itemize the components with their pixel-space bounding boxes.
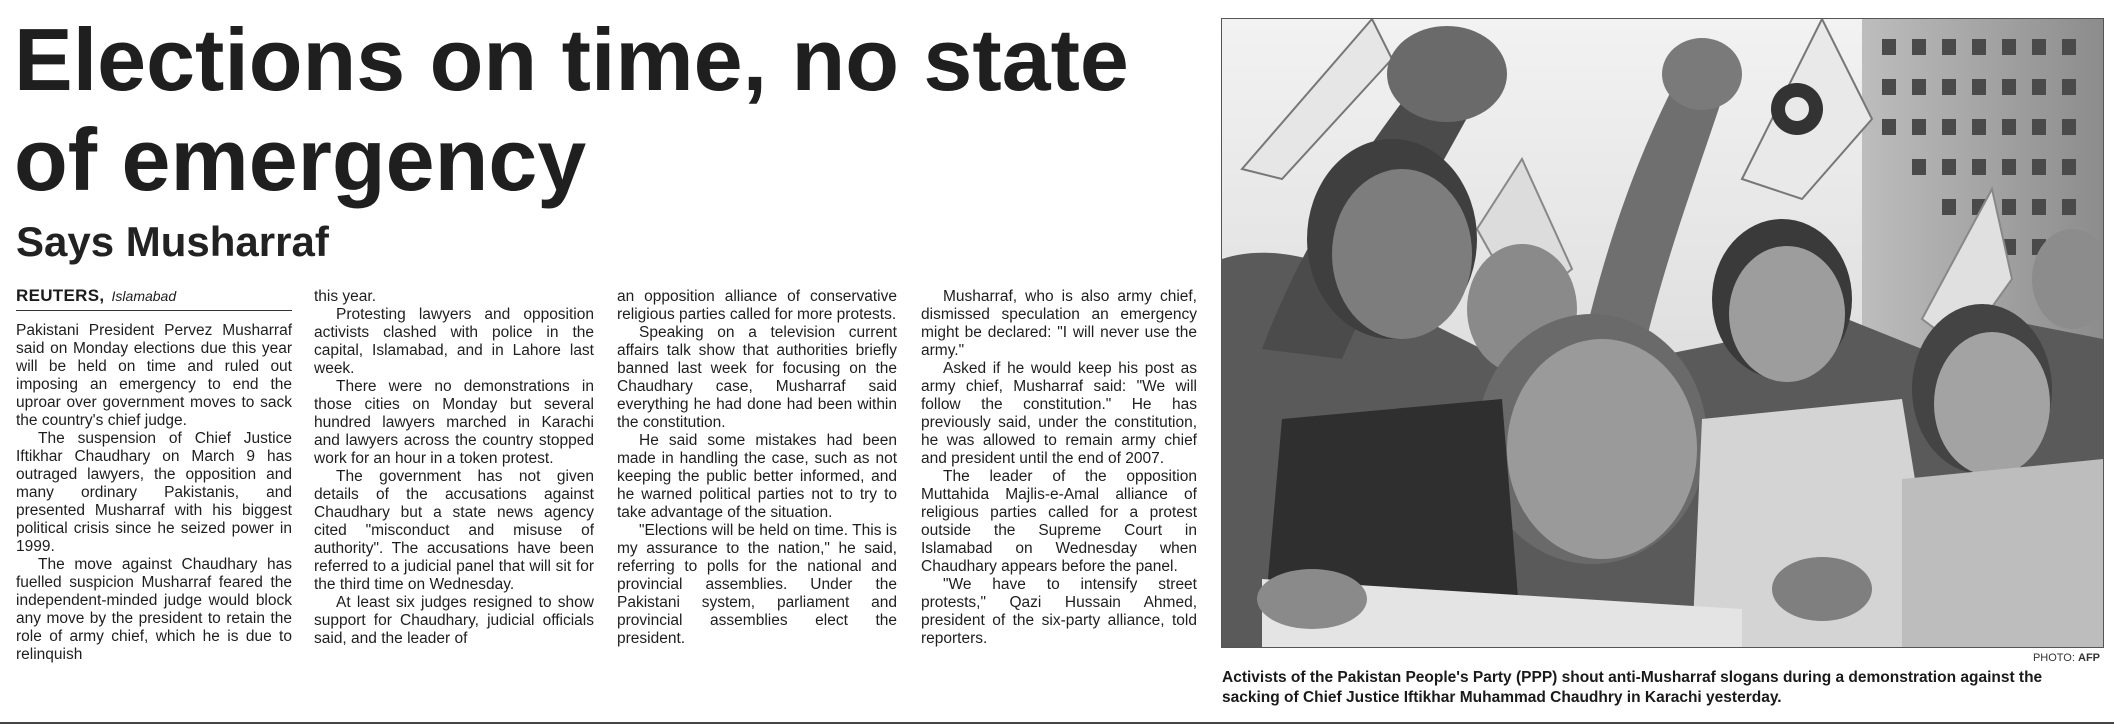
photo-credit-prefix: PHOTO: [2032, 652, 2075, 664]
paragraph: The leader of the opposition Muttahida Majlis-e-Amal alliance of religious parties called for a protest outside the Supreme Court in Islamabad on Wednesday when Chaudhary appears before the panel. [921, 468, 1197, 575]
paragraph: Speaking on a television current affairs talk show that authorities briefly banned last week for focusing on the Chaudhary case, Musharraf said everything he had done had been within the constitution. [617, 324, 897, 431]
paragraph: The government has not given details of the accusations against Chaudhary but a state news agency cited "misconduct and misuse of authority". The accusations have been referred to a judicial panel that will sit for the third time on Wednesday. [314, 468, 594, 593]
headline: Elections on time, no state of emergency [14, 10, 1129, 209]
photo-credit [1221, 652, 2100, 664]
article-column-4 [921, 288, 1197, 648]
paragraph: this year. [314, 288, 377, 305]
photo-caption: Activists of the Pakistan People's Party (PPP) shout anti-Musharraf slogans during a demonstration against the sacking of Chief Justice Iftikhar Muhammad Chaudhry in Karachi yesterday. [1222, 669, 2043, 706]
paragraph: Pakistani President Pervez Musharraf said on Monday elections due this year will be held on time and ruled out imposing an emergency to end the uproar over government moves to sack the country's chief judge. [16, 322, 292, 429]
byline-place: Islamabad [111, 288, 177, 304]
subheadline: Says Musharraf [16, 218, 329, 265]
photo-credit-source: AFP [2078, 652, 2100, 664]
byline [16, 286, 292, 311]
byline-agency: REUTERS, [16, 286, 105, 305]
bottom-rule [0, 722, 2114, 724]
paragraph: The move against Chaudhary has fuelled suspicion Musharraf feared the independent-minded judge would block any move by the president to retain the role of army chief, which he is due to relinquish [16, 556, 292, 663]
paragraph: "Elections will be held on time. This is my assurance to the nation," he said, referring to polls for the national and provincial assemblies. Under the Pakistani system, parliament and provincial assemblies elect the president. [617, 522, 897, 647]
article-column-1 [16, 322, 292, 664]
paragraph: The suspension of Chief Justice Iftikhar Chaudhary on March 9 has outraged lawyers, the opposition and many ordinary Pakistanis, and presented Musharraf with his biggest political crisis since he seized power in 1999. [16, 430, 292, 555]
paragraph: There were no demonstrations in those cities on Monday but several hundred lawyers marched in Karachi and lawyers across the country stopped work for an hour in a token protest. [314, 378, 594, 467]
paragraph: an opposition alliance of conservative religious parties called for more protests. [617, 288, 897, 323]
paragraph: He said some mistakes had been made in handling the case, such as not keeping the public better informed, and he warned political parties not to try to take advantage of the situation. [617, 432, 897, 521]
paragraph: Musharraf, who is also army chief, dismissed speculation an emergency might be declared: "I will never use the army." [921, 288, 1197, 359]
paragraph: At least six judges resigned to show support for Chaudhary, judicial officials said, and the leader of [314, 594, 594, 647]
protest-photo [1221, 18, 2104, 648]
paragraph: Protesting lawyers and opposition activists clashed with police in the capital, Islamabad, and in Lahore last week. [314, 306, 594, 377]
article-column-2 [314, 288, 594, 648]
paragraph: Asked if he would keep his post as army chief, Musharraf said: "We will follow the constitution." He has previously said, under the constitution, he was allowed to remain army chief and president until the end of 2007. [921, 360, 1197, 467]
article-column-3 [617, 288, 897, 648]
paragraph: "We have to intensify street protests," Qazi Hussain Ahmed, president of the six-party alliance, told reporters. [921, 576, 1197, 647]
